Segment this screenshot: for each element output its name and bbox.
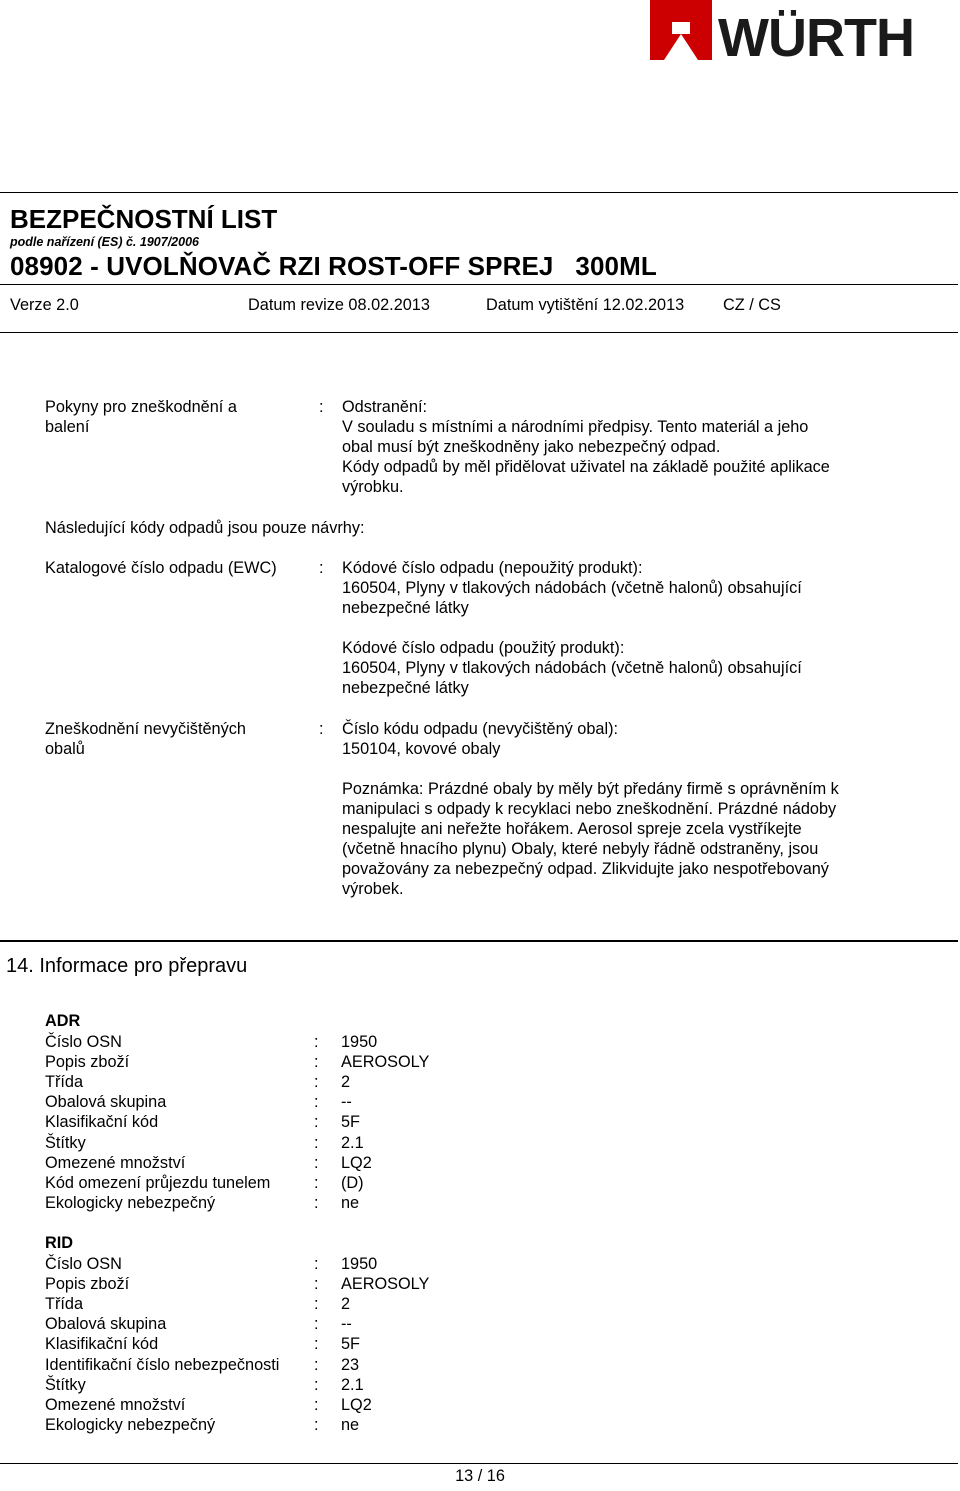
transport-row-label: Popis zboží: [45, 1053, 130, 1072]
transport-row-label: Štítky: [45, 1375, 86, 1394]
transport-row-value: ne: [341, 1193, 360, 1212]
transport-row-value: AEROSOLY: [341, 1053, 430, 1072]
transport-row-label: Obalová skupina: [45, 1315, 167, 1334]
transport-row-value: 5F: [341, 1335, 361, 1354]
colon: :: [314, 1355, 319, 1374]
packaging-value-line-1: Číslo kódu odpadu (nevyčištěný obal):: [342, 720, 619, 738]
transport-row-value: 23: [341, 1355, 360, 1374]
packaging-label-line-1: Zneškodnění nevyčištěných: [45, 720, 246, 738]
ewc-unused-line-3: nebezpečné látky: [342, 599, 469, 617]
colon: :: [314, 1173, 319, 1192]
transport-row-value: 1950: [341, 1255, 378, 1273]
transport-row-value: 1950: [341, 1033, 378, 1051]
transport-row-label: Omezené množství: [45, 1395, 186, 1414]
transport-row-label: Číslo OSN: [45, 1255, 122, 1273]
ewc-unused-line-1: Kódové číslo odpadu (nepoužitý produkt):: [342, 559, 643, 577]
colon: :: [314, 1335, 319, 1354]
transport-row-label: Kód omezení průjezdu tunelem: [45, 1173, 271, 1192]
revision-date: Datum revize 08.02.2013: [248, 296, 430, 314]
transport-row-label: Ekologicky nebezpečný: [45, 1415, 216, 1434]
transport-row-label: Identifikační číslo nebezpečnosti: [45, 1355, 280, 1374]
colon: :: [314, 1193, 319, 1212]
waste-code-note: Následující kódy odpadů jsou pouze návrhy:: [45, 519, 365, 537]
transport-row-label: Klasifikační kód: [45, 1335, 159, 1354]
disposal-value-line-4: Kódy odpadů by měl přidělovat uživatel na základě použité aplikace: [342, 458, 830, 476]
transport-row-label: Obalová skupina: [45, 1093, 167, 1112]
version: Verze 2.0: [10, 296, 79, 314]
ewc-used-line-2: 160504, Plyny v tlakových nádobách (včetně halonů) obsahující: [342, 659, 802, 677]
print-date: Datum vytištění 12.02.2013: [486, 296, 685, 314]
transport-row-label: Omezené množství: [45, 1153, 186, 1172]
header-mid-rule: [0, 284, 958, 285]
colon: :: [314, 1093, 319, 1112]
colon: :: [314, 1395, 319, 1414]
wurth-logo: [648, 0, 960, 66]
transport-row-label: Popis zboží: [45, 1275, 130, 1294]
ewc-used-line-1: Kódové číslo odpadu (použitý produkt):: [342, 639, 625, 657]
transport-row-value: ne: [341, 1415, 360, 1434]
transport-row-value: 2: [341, 1295, 351, 1314]
transport-row-value: --: [341, 1315, 352, 1334]
regulation-line: podle nařízení (ES) č. 1907/2006: [10, 235, 199, 249]
section-14-title: 14. Informace pro přepravu: [6, 955, 248, 977]
transport-row-label: Klasifikační kód: [45, 1113, 159, 1132]
disposal-value-line-5: výrobku.: [342, 478, 404, 496]
colon: :: [319, 398, 324, 416]
page-number: 13 / 16: [455, 1467, 505, 1485]
section-rule: [0, 940, 958, 942]
transport-row-label: Ekologicky nebezpečný: [45, 1193, 216, 1212]
disposal-value-line-3: obal musí být zneškodněny jako nebezpečný odpad.: [342, 438, 721, 456]
ewc-label: Katalogové číslo odpadu (EWC): [45, 559, 277, 577]
transport-row-value: 2.1: [341, 1375, 364, 1394]
rid-heading: RID: [45, 1234, 74, 1252]
colon: :: [314, 1133, 319, 1152]
logo-wordmark: WÜRTH: [718, 8, 914, 66]
colon: :: [314, 1073, 319, 1092]
packaging-note-line-5: považovány za nebezpečný odpad. Zlikvidujte jako nespotřebovaný: [342, 860, 829, 878]
header-top-rule: [0, 192, 958, 193]
transport-row-value: 2.1: [341, 1133, 364, 1152]
ewc-used-line-3: nebezpečné látky: [342, 679, 469, 697]
adr-heading: ADR: [45, 1012, 81, 1030]
colon: :: [314, 1375, 319, 1394]
disposal-label-line-1: Pokyny pro zneškodnění a: [45, 398, 237, 416]
colon: :: [319, 559, 324, 577]
packaging-note-line-4: (včetně hnacího plynu) Obaly, které nebyly řádně odstraněny, jsou: [342, 840, 819, 858]
colon: :: [314, 1415, 319, 1434]
product-name: 08902 - UVOLŇOVAČ RZI ROST-OFF SPREJ 300ML: [10, 251, 657, 281]
footer-rule: [0, 1463, 958, 1464]
transport-row-label: Třída: [45, 1073, 84, 1092]
disposal-value-line-2: V souladu s místními a národními předpisy. Tento materiál a jeho: [342, 418, 809, 436]
colon: :: [314, 1033, 319, 1051]
colon: :: [314, 1295, 319, 1314]
transport-row-value: LQ2: [341, 1395, 372, 1414]
packaging-note-line-2: manipulaci s odpady k recyklaci nebo zneškodnění. Prázdné nádoby: [342, 800, 837, 818]
packaging-label-line-2: obalů: [45, 740, 85, 758]
colon: :: [314, 1275, 319, 1294]
colon: :: [314, 1315, 319, 1334]
transport-row-value: LQ2: [341, 1153, 372, 1172]
transport-row-value: 2: [341, 1073, 351, 1092]
colon: :: [319, 720, 324, 738]
transport-row-value: (D): [341, 1173, 364, 1192]
transport-row-label: Třída: [45, 1295, 84, 1314]
transport-row-value: AEROSOLY: [341, 1275, 430, 1294]
locale: CZ / CS: [723, 296, 781, 314]
packaging-note-line-3: nespalujte ani neřežte hořákem. Aerosol spreje zcela vystříkejte: [342, 820, 802, 838]
document-title: BEZPEČNOSTNÍ LIST: [10, 204, 278, 234]
colon: :: [314, 1113, 319, 1132]
transport-row-label: Číslo OSN: [45, 1033, 122, 1051]
packaging-value-line-2: 150104, kovové obaly: [342, 740, 501, 758]
transport-row-label: Štítky: [45, 1133, 86, 1152]
disposal-label-line-2: balení: [45, 418, 90, 436]
packaging-note-line-1: Poznámka: Prázdné obaly by měly být předány firmě s oprávněním k: [342, 780, 839, 798]
header-bottom-rule: [0, 332, 958, 333]
packaging-note-line-6: výrobek.: [342, 880, 404, 898]
disposal-value-line-1: Odstranění:: [342, 398, 428, 416]
transport-row-value: 5F: [341, 1113, 361, 1132]
colon: :: [314, 1255, 319, 1273]
colon: :: [314, 1053, 319, 1072]
colon: :: [314, 1153, 319, 1172]
ewc-unused-line-2: 160504, Plyny v tlakových nádobách (včetně halonů) obsahující: [342, 579, 802, 597]
transport-row-value: --: [341, 1093, 352, 1112]
